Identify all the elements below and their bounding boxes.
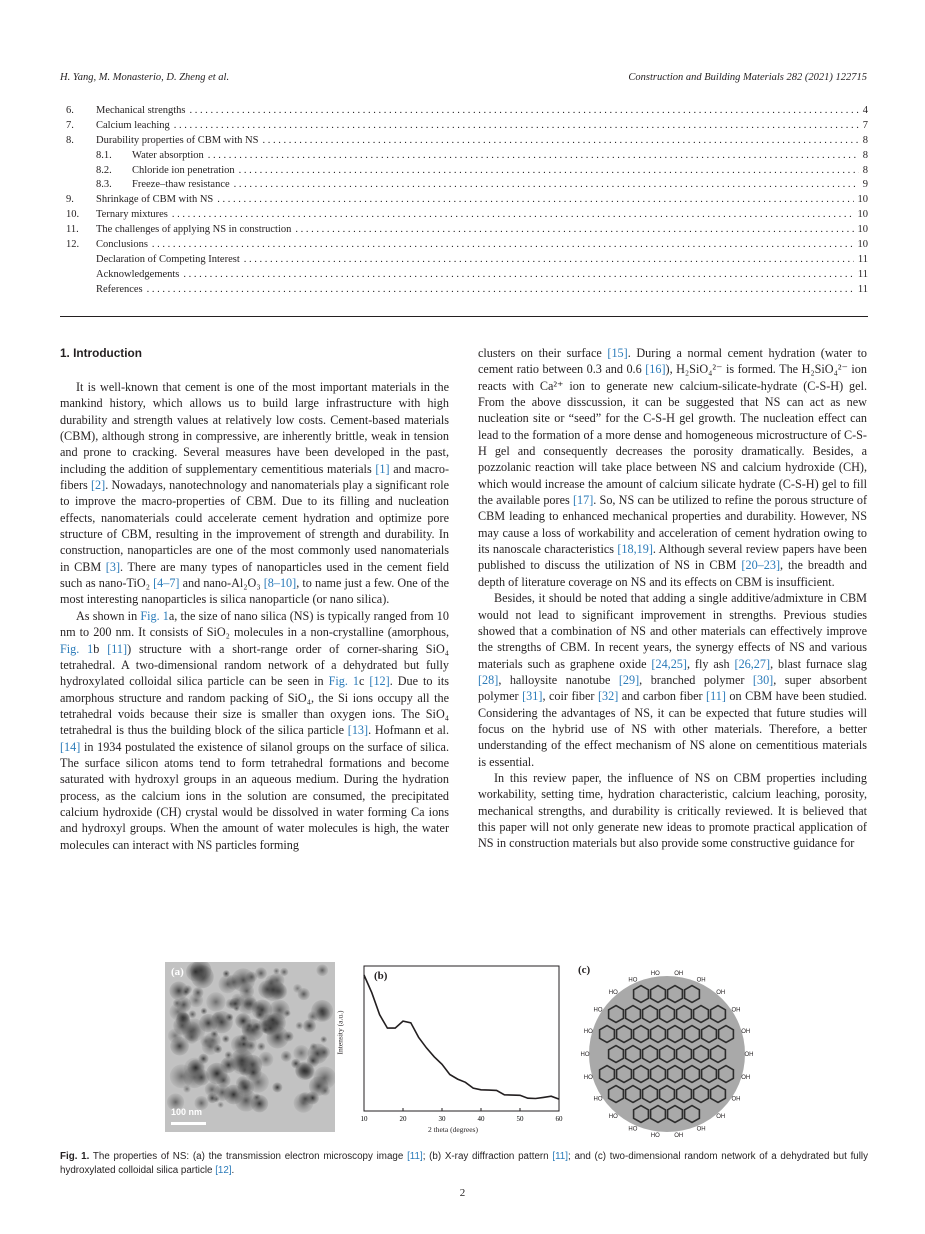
toc-title: Calcium leaching: [96, 119, 170, 131]
hydroxyl-label: OH: [674, 970, 684, 977]
toc-page-number: 11: [857, 268, 868, 280]
nanoparticle-cluster: [318, 1046, 330, 1058]
hydroxyl-label: OH: [716, 990, 726, 996]
xrd-chart-panel: [335, 962, 563, 1142]
panel-c-label: (c): [578, 964, 591, 976]
nanoparticle-cluster: [257, 1042, 265, 1050]
nanoparticle-cluster: [280, 968, 288, 976]
nanoparticle-cluster: [241, 1023, 254, 1036]
nanoparticle-cluster: [283, 1031, 293, 1041]
toc-leader-dots: [190, 104, 859, 119]
scale-bar: [171, 1122, 206, 1125]
nanoparticle-cluster: [262, 979, 284, 1001]
toc-number: 10.: [66, 209, 80, 221]
nanoparticle-cluster: [273, 968, 279, 974]
nanoparticle-cluster: [295, 1062, 313, 1080]
hydroxyl-label: HO: [583, 1075, 593, 1082]
toc-page-number: 8: [862, 149, 868, 161]
nanoparticle-cluster: [238, 1080, 252, 1094]
toc-page-number: 10: [857, 209, 868, 221]
toc-title: The challenges of applying NS in construction: [96, 224, 292, 236]
page-number: 2: [459, 1187, 466, 1199]
toc-leader-dots: [147, 283, 854, 298]
toc-title: References: [96, 283, 143, 295]
nanoparticle-cluster: [281, 1051, 292, 1062]
nanoparticle-cluster: [258, 1052, 273, 1067]
hydroxyl-label: OH: [674, 1133, 684, 1140]
toc-title: Conclusions: [96, 239, 148, 251]
nanoparticle-cluster: [296, 1022, 304, 1030]
nanoparticle-cluster: [320, 1086, 330, 1096]
nanoparticle-cluster: [222, 1035, 229, 1042]
toc-entry[interactable]: [66, 104, 868, 119]
nanoparticle-cluster: [218, 1102, 224, 1108]
toc-entry[interactable]: [66, 283, 868, 298]
toc-leader-dots: [172, 208, 854, 223]
toc-title: Shrinkage of CBM with NS: [96, 194, 214, 206]
nanoparticle-cluster: [201, 1008, 208, 1015]
toc-title: Freeze–thaw resistance: [132, 179, 230, 191]
hydroxyl-label: OH: [731, 1007, 741, 1014]
nanoparticle-cluster: [193, 987, 204, 998]
toc-page-number: 10: [857, 239, 868, 251]
nanoparticle-cluster: [226, 999, 236, 1009]
nanoparticle-cluster: [220, 1057, 236, 1073]
toc-page-number: 10: [857, 224, 868, 236]
plot-frame: [364, 966, 559, 1111]
caption-label: Fig. 1.: [60, 1151, 90, 1162]
toc-number: 9.: [66, 194, 74, 206]
x-tick-label: 10: [360, 1115, 368, 1123]
hydroxyl-label: HO: [628, 1126, 638, 1133]
hydroxyl-label: HO: [583, 1028, 593, 1035]
hydroxyl-label: OH: [696, 1126, 706, 1133]
toc-entry[interactable]: [66, 253, 868, 268]
nanoparticle-cluster: [245, 1064, 261, 1080]
toc-leader-dots: [174, 119, 859, 134]
body-paragraph: It is well-known that cement is one of the most important materials in the mankind history, which allows us to build large infrastructure with high durability and strength values at relatively low costs. Cement-based materials (CBM), although strong in compressive, are inherently brittle, weak in tension and prone to cracking. Several measures have been developed in the past, including the addition of supplementary cementitious materials [1] and macro-fibers [2]. Nowadays, nanotechnology and nanomaterials play a significant role to improve the macro-properties of CBM. Due to its filling and nucleation effects, nanomaterials could accelerate cement hydration and optimize pore structure of CBM, resulting in the improvement of strength and durability. In construction, nanoparticles are one of the most commonly used nanomaterials in CBM [3]. There are many types of nanoparticles used in the cement field such as nano-TiO₂ [4–7] and nano-Al₂O₃ [8–10], to name just a few. One of the most interesting nanoparticles is silica nanoparticle (or nano silica).: [60, 380, 450, 607]
toc-title: Acknowledgements: [96, 268, 180, 280]
figure-caption: [60, 1150, 868, 1177]
nanoparticle-cluster: [293, 1045, 309, 1061]
nanoparticle-cluster: [299, 1092, 312, 1105]
toc-entry[interactable]: [66, 223, 868, 238]
figure-1: [165, 962, 775, 1142]
nanoparticle-cluster: [210, 1030, 218, 1038]
nanoparticle-cluster: [219, 975, 237, 993]
nanoparticle-cluster: [216, 1073, 230, 1087]
table-of-contents: [66, 104, 868, 298]
toc-leader-dots: [217, 193, 853, 208]
panel-a-label: (a): [171, 966, 184, 978]
body-paragraph: In this review paper, the influence of NS on CBM properties including workability, setting time, hydration characteristic, calcium leaching, porosity, mechanical strengths, and durability is critically reviewed. It is believed that this paper will not only generate new ideas to promote practical application of NS in construction materials but also provide some constructive guidance for: [478, 770, 867, 851]
toc-page-number: 11: [857, 253, 868, 265]
hydroxyl-label: HO: [650, 970, 660, 977]
nanoparticle-cluster: [206, 992, 225, 1011]
nanoparticle-cluster: [186, 962, 205, 981]
hydroxyl-label: OH: [741, 1028, 751, 1035]
toc-number: 7.: [66, 119, 74, 131]
silica-network-panel: [575, 962, 753, 1142]
left-column: [60, 345, 449, 853]
toc-entry[interactable]: [66, 119, 868, 134]
toc-title: Chloride ion penetration: [132, 164, 235, 176]
scale-bar-label: 100 nm: [171, 1107, 203, 1117]
hydroxyl-label: HO: [608, 990, 618, 996]
toc-entry[interactable]: [66, 134, 868, 149]
running-header: [60, 72, 867, 86]
body-paragraph: clusters on their surface [15]. During a normal cement hydration (water to cement ratio between 0.3 and 0.6 [16]), H₂SiO₄²⁻ is formed. The H₂SiO₄²⁻ ion reacts with Ca²⁺ ion to generate new calcium-silicate-hydrate (C-S-H) gel. From the above disscussion, it can be suggested that NS can act as new nucleation site or “seed” for the C-S-H gel growth. The nucleation effect can lead to the formation of a more dense and homogeneous microstructure of C-S-H gel and consequently decreases the porosity dramatically. Besides, a pozzolanic reaction will take place between NS and calcium hydroxide (CH), which would increase the amount of calcium silicate hydrate (C-S-H) gel to fill the available pores [17]. So, NS can be utilized to refine the porous structure of CBM leading to enhanced mechanical properties and durability. However, NS may cause a loss of workability and acceleration of cement hydration owing to its nanoscale characteristics [18,19]. Although several review papers have been published to discuss the utilization of NS in CBM [20–23], the breadth and depth of literature coverage on NS and its effects on CBM is insufficient.: [478, 346, 867, 589]
nanoparticle-cluster: [189, 1010, 197, 1018]
xrd-x-axis-label: 2 theta (degrees): [428, 1125, 478, 1134]
x-tick-label: 60: [555, 1115, 563, 1123]
section-heading: 1. Introduction: [60, 346, 142, 360]
x-tick-label: 50: [516, 1115, 524, 1123]
silica-particle: [589, 976, 745, 1132]
toc-title: Declaration of Competing Interest: [96, 253, 240, 265]
toc-leader-dots: [262, 134, 858, 149]
hydroxyl-label: OH: [741, 1075, 751, 1082]
toc-leader-dots: [234, 178, 859, 193]
toc-entry[interactable]: [66, 208, 868, 223]
toc-entry[interactable]: [66, 149, 868, 164]
right-column: [478, 345, 867, 852]
body-paragraph: Besides, it should be noted that adding a single additive/admixture in CBM would not lead to significant improvement in strengths. Previous studies showed that a combination of NS and other materials can effectively improve the strengths of CBM. In recent years, the synergy effects of NS and various materials such as graphene oxide [24,25], fly ash [26,27], blast furnace slag [28], halloysite nanotube [29], branched polymer [30], super absorbent polymer [31], coir fiber [32] and carbon fiber [11] on CBM have been studied. Considering the advantages of NS, it can be expected that future studies will focus on the hybrid use of NS with other materials. Therefore, a better understanding of the effect mechanism of NS alone on cementitious materials is essential.: [478, 591, 868, 769]
nanoparticle-cluster: [320, 1036, 327, 1043]
hydroxyl-label: HO: [628, 977, 638, 984]
caption-text: The properties of NS: (a) the transmission electron microscopy image [11]; (b) X-ray diffraction pattern [11]; and (c) two-dimensional random network of a dehydrated but fully hydroxylated colloidal silica particle [12].: [60, 1151, 868, 1176]
header-authors: H. Yang, M. Monasterio, D. Zheng et al.: [60, 72, 230, 83]
toc-leader-dots: [208, 149, 859, 164]
xrd-chart: [348, 962, 563, 1142]
toc-entry[interactable]: [66, 178, 868, 193]
nanoparticle-cluster: [170, 1064, 194, 1088]
toc-entry[interactable]: [66, 164, 868, 179]
x-tick-label: 40: [477, 1115, 485, 1123]
toc-title: Water absorption: [132, 149, 204, 161]
tem-image-panel: [165, 962, 335, 1132]
toc-leader-dots: [239, 164, 859, 179]
nanoparticle-cluster: [211, 1011, 233, 1033]
hydroxyl-label: OH: [696, 977, 706, 984]
toc-page-number: 8: [862, 164, 868, 176]
toc-title: Mechanical strengths: [96, 105, 186, 116]
nanoparticle-cluster: [207, 1093, 217, 1103]
toc-title: Ternary mixtures: [96, 209, 168, 221]
hydroxyl-label: HO: [593, 1007, 603, 1014]
nanoparticle-cluster: [170, 1037, 189, 1056]
panel-b-label: (b): [374, 970, 388, 982]
nanoparticle-cluster: [182, 988, 190, 996]
header-journal: Construction and Building Materials 282 (2021) 122715: [628, 72, 867, 83]
toc-entry[interactable]: [66, 238, 868, 253]
xrd-y-axis-label: Intensity (a.u.): [335, 1010, 345, 1055]
hydroxyl-label: OH: [716, 1114, 726, 1120]
toc-page-number: 9: [862, 179, 868, 191]
hydroxyl-label: HO: [580, 1052, 590, 1058]
toc-leader-dots: [244, 253, 854, 268]
toc-leader-dots: [295, 223, 853, 238]
toc-number: 8.1.: [96, 149, 112, 161]
nanoparticle-cluster: [252, 1000, 273, 1021]
toc-leader-dots: [183, 268, 853, 283]
toc-page-number: 4: [862, 105, 868, 116]
nanoparticle-cluster: [298, 988, 310, 1000]
silica-network-diagram: [575, 962, 753, 1142]
hydroxyl-label: OH: [744, 1052, 753, 1058]
toc-number: 12.: [66, 239, 80, 251]
nanoparticle-cluster: [241, 1041, 247, 1047]
x-tick-label: 20: [399, 1115, 407, 1123]
nanoparticle-cluster: [269, 1000, 289, 1020]
section-divider: [60, 316, 868, 317]
nanoparticle-cluster: [202, 1038, 219, 1055]
toc-entry[interactable]: [66, 193, 868, 208]
toc-number: 8.: [66, 134, 74, 146]
nanoparticle-cluster: [311, 1000, 333, 1022]
nanoparticle-cluster: [316, 964, 328, 976]
toc-page-number: 8: [862, 134, 868, 146]
toc-leader-dots: [152, 238, 854, 253]
nanoparticle-cluster: [193, 1069, 209, 1085]
hydroxyl-label: HO: [608, 1114, 618, 1120]
toc-number: 8.3.: [96, 179, 112, 191]
toc-page-number: 10: [857, 194, 868, 206]
hydroxyl-label: HO: [650, 1133, 660, 1140]
toc-number: 6.: [66, 105, 74, 116]
toc-entry[interactable]: [66, 268, 868, 283]
toc-title: Durability properties of CBM with NS: [96, 134, 259, 146]
toc-number: 11.: [66, 224, 79, 236]
nanoparticle-cluster: [176, 997, 191, 1012]
body-paragraph: As shown in Fig. 1a, the size of nano silica (NS) is typically ranged from 10 nm to 200 nm. It consists of SiO₂ molecules in a non-crystalline (amorphous, Fig. 1b [11]) structure with a short-range order of corner-sharing SiO₄ tetrahedral. A two-dimensional random network of a dehydrated but fully hydroxylated colloidal silica particle can be seen in Fig. 1c [12]. Due to its amorphous structure and random packing of SiO₄, the Si ions occupy all the tetrahedral voids because their size is smaller than oxygen ions. The SiO₄ tetrahedral is thus the building block of the silica particle [13]. Hofmann et al. [14] in 1934 postulated the existence of silanol groups on the surface of silica. The surface silicon atoms tend to form tetrahedral formations and become saturated with hydroxyl groups in an aqueous medium. During the hydration process, as the calcium ions in the solution are consumed, the precipitated calcium hydroxide (CH) crystal would be dissolved in water forming Ca ions and hydroxyl groups. When the amount of water molecules is high, the water molecules can interact with NS particles forming: [60, 608, 450, 852]
xrd-series-line: [364, 975, 559, 1099]
x-tick-label: 30: [438, 1115, 446, 1123]
nanoparticle-cluster: [272, 1082, 282, 1092]
toc-page-number: 7: [862, 119, 868, 131]
hydroxyl-label: OH: [731, 1096, 741, 1103]
toc-number: 8.2.: [96, 164, 112, 176]
hydroxyl-label: HO: [593, 1096, 603, 1103]
toc-page-number: 11: [857, 283, 868, 295]
nanoparticle-cluster: [303, 1019, 316, 1032]
nanoparticle-cluster: [253, 1094, 261, 1102]
